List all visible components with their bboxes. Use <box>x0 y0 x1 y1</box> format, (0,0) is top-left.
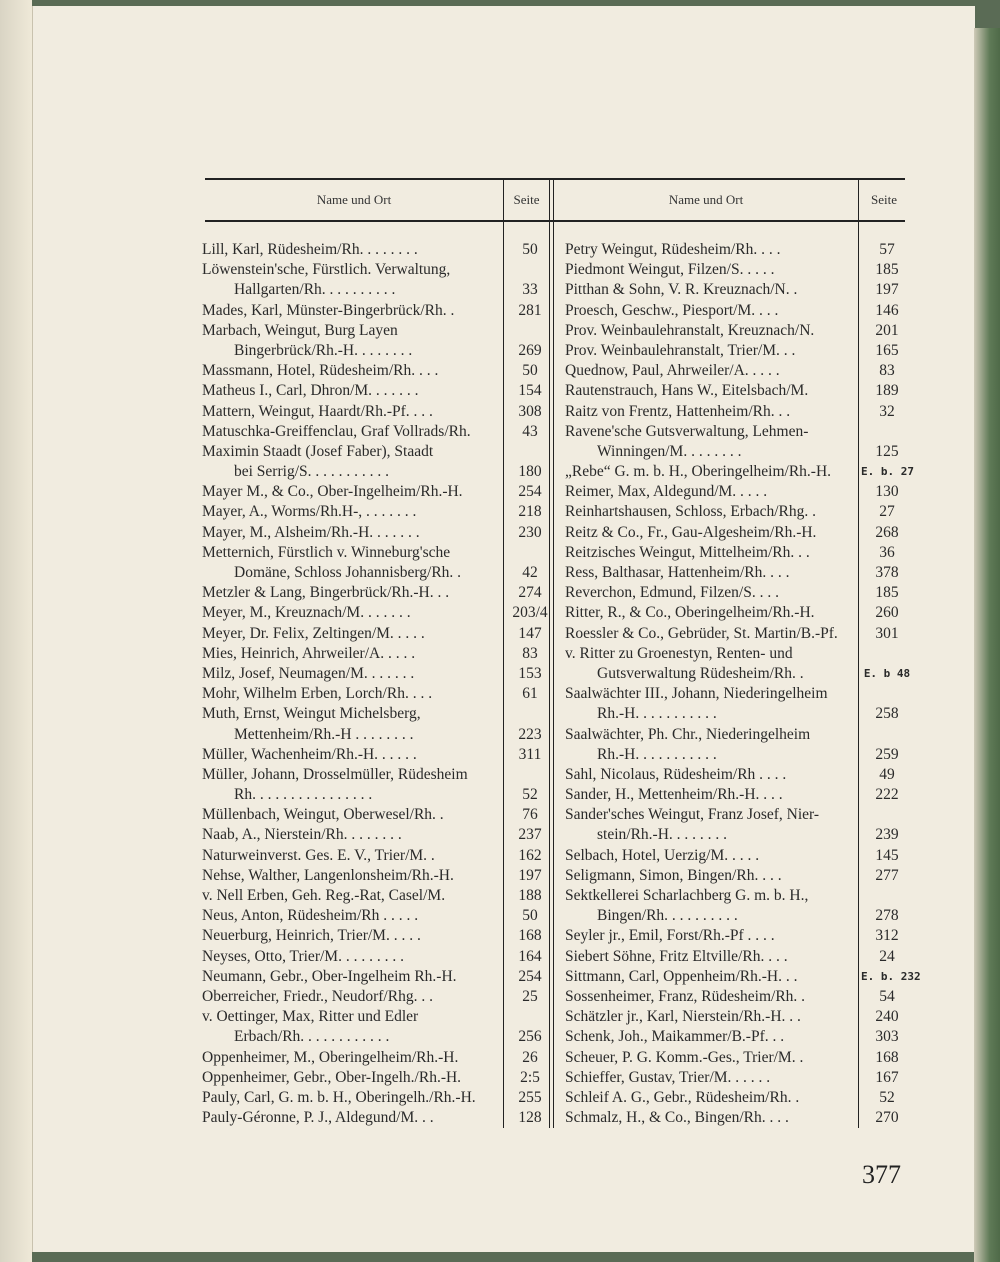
index-entry-row <box>565 967 921 987</box>
entry-page: 168 <box>875 1048 899 1066</box>
entry-page: 378 <box>875 564 899 581</box>
index-entry-row <box>565 725 910 745</box>
entry-name: Maximin Staadt (Josef Faber), Staadt <box>202 442 434 460</box>
entry-name: Erbach/Rh. . . . . . . . . . . . <box>234 1028 390 1046</box>
entry-name: Scheuer, P. G. Komm.-Ges., Trier/M. . <box>565 1048 804 1066</box>
entry-name: Sossenheimer, Franz, Rüdesheim/Rh. . <box>565 987 806 1005</box>
entry-name: v. Ritter zu Groenestyn, Renten- und <box>565 644 793 662</box>
index-entry-row <box>565 381 910 401</box>
index-entry-row <box>565 442 910 462</box>
entry-page: 255 <box>518 1088 542 1106</box>
entry-name: Saalwächter III., Johann, Niederingelheim <box>565 685 828 703</box>
entry-page: 164 <box>518 947 542 965</box>
index-entry-row <box>202 745 552 765</box>
index-entry-row <box>202 866 552 886</box>
index-entry-row <box>565 866 910 886</box>
index-entry-row <box>202 644 552 664</box>
entry-page: 54 <box>879 987 895 1005</box>
entry-name: Milz, Josef, Neumagen/M. . . . . . . <box>202 664 415 682</box>
entry-name: Mattern, Weingut, Haardt/Rh.-Pf. . . . <box>202 402 433 420</box>
index-entry-row <box>565 825 910 845</box>
index-entry-row <box>202 825 552 845</box>
entry-name: Hallgarten/Rh. . . . . . . . . . <box>234 281 396 299</box>
entry-name: Pitthan & Sohn, V. R. Kreuznach/N. . <box>565 281 798 299</box>
entry-name: Quednow, Paul, Ahrweiler/A. . . . . <box>565 362 780 380</box>
index-entry-row <box>565 1048 910 1068</box>
index-entry-row <box>565 321 910 341</box>
index-entry-row <box>565 280 910 300</box>
entry-name: Piedmont Weingut, Filzen/S. . . . . <box>565 261 775 279</box>
entry-page: 130 <box>875 483 899 501</box>
entry-name: Seyler jr., Emil, Forst/Rh.-Pf . . . . <box>565 927 775 945</box>
entry-name: Naab, A., Nierstein/Rh. . . . . . . . <box>202 826 402 844</box>
entry-page: 33 <box>522 281 538 299</box>
entry-name: Rh.-H. . . . . . . . . . . <box>597 745 717 763</box>
index-entry-row <box>565 502 910 522</box>
index-entry-row <box>565 1007 910 1027</box>
entry-name: Bingerbrück/Rh.-H. . . . . . . . <box>234 341 413 359</box>
entry-page: 24 <box>879 947 895 965</box>
entry-name: Prov. Weinbaulehranstalt, Kreuznach/N. <box>565 321 815 339</box>
entry-name: Naturweinverst. Ges. E. V., Trier/M. . <box>202 846 435 864</box>
entry-name: Oppenheimer, Gebr., Ober-Ingelh./Rh.-H. <box>202 1068 462 1086</box>
index-entry-row <box>202 381 552 401</box>
entry-name: Neuerburg, Heinrich, Trier/M. . . . . <box>202 927 421 945</box>
entry-name: Neyses, Otto, Trier/M. . . . . . . . . <box>202 947 404 965</box>
entry-name: Mayer M., & Co., Ober-Ingelheim/Rh.-H. <box>202 483 463 501</box>
entry-name: Neus, Anton, Rüdesheim/Rh . . . . . <box>202 907 419 925</box>
entry-page: 25 <box>522 987 538 1005</box>
entry-page: 254 <box>518 483 542 501</box>
index-entry-row <box>202 260 552 280</box>
index-entry-row <box>565 1108 910 1128</box>
entry-page: 83 <box>522 644 538 662</box>
entry-name: Reinhartshausen, Schloss, Erbach/Rhg. . <box>565 503 816 521</box>
entry-page: 237 <box>518 826 542 844</box>
entry-page: 128 <box>518 1109 542 1127</box>
index-entry-row <box>202 603 552 623</box>
entry-name: Siebert Söhne, Fritz Eltville/Rh. . . . <box>565 947 788 965</box>
entry-page: 50 <box>522 907 538 925</box>
index-entry-row <box>565 422 910 442</box>
entry-page: 203/4 <box>512 604 548 622</box>
entry-name: Mades, Karl, Münster-Bingerbrück/Rh. . <box>202 301 455 319</box>
entry-page: 281 <box>518 301 542 319</box>
index-entry-row <box>202 805 552 825</box>
entry-page: 42 <box>522 564 538 581</box>
entry-name: Pauly-Géronne, P. J., Aldegund/M. . . <box>202 1109 434 1127</box>
entry-name: Schätzler jr., Karl, Nierstein/Rh.-H. . . <box>565 1008 801 1026</box>
entry-page: 145 <box>875 846 899 864</box>
index-entry-row <box>202 280 552 300</box>
index-entry-row <box>565 240 910 260</box>
entry-page: 189 <box>875 382 899 400</box>
entry-page: 201 <box>875 321 899 339</box>
entry-name: Meyer, M., Kreuznach/M. . . . . . . <box>202 604 411 622</box>
index-entry-row <box>202 341 552 361</box>
entry-page: 76 <box>522 806 538 824</box>
page-number: 377 <box>862 1160 901 1189</box>
entry-name: Mayer, M., Alsheim/Rh.-H. . . . . . . <box>202 523 420 541</box>
entry-page: 239 <box>875 826 899 844</box>
header-left-page: Seite <box>513 192 540 207</box>
entry-name: Reverchon, Edmund, Filzen/S. . . . <box>565 584 779 602</box>
entry-name: Muth, Ernst, Weingut Michelsberg, <box>202 705 421 723</box>
entry-page: 311 <box>518 745 542 763</box>
index-entry-row <box>565 1027 910 1047</box>
index-entry-row <box>565 341 910 361</box>
entry-page: 256 <box>518 1028 542 1046</box>
header-left-name: Name und Ort <box>316 192 392 207</box>
entry-name: Raitz von Frentz, Hattenheim/Rh. . . <box>565 402 791 420</box>
entry-name: stein/Rh.-H. . . . . . . . <box>597 826 728 844</box>
entry-name: Roessler & Co., Gebrüder, St. Martin/B.-Pf. <box>565 624 838 642</box>
entry-name: Massmann, Hotel, Rüdesheim/Rh. . . . <box>202 362 439 380</box>
header-bottom-rule <box>205 220 905 222</box>
entry-page: E. b. 27 <box>861 465 914 479</box>
index-entry-row <box>565 301 910 321</box>
index-entry-row <box>202 684 552 704</box>
index-entry-row <box>202 523 552 543</box>
index-entry-row <box>202 987 552 1007</box>
entry-page: 303 <box>875 1028 899 1046</box>
entry-page: 197 <box>875 281 899 299</box>
entry-page: 260 <box>875 604 899 622</box>
entry-name: Schenk, Joh., Maikammer/B.-Pf. . . <box>565 1028 785 1046</box>
index-entry-row <box>565 745 910 765</box>
entry-name: v. Nell Erben, Geh. Reg.-Rat, Casel/M. <box>202 887 446 904</box>
entry-name: v. Oettinger, Max, Ritter und Edler <box>202 1008 419 1026</box>
index-entry-row <box>202 563 552 583</box>
entry-name: Seligmann, Simon, Bingen/Rh. . . . <box>565 866 782 884</box>
entry-name: Rh.-H. . . . . . . . . . . <box>597 705 717 723</box>
entry-page: 274 <box>518 584 542 602</box>
entry-name: Sittmann, Carl, Oppenheim/Rh.-H. . . <box>565 967 798 985</box>
entry-name: Metternich, Fürstlich v. Winneburg'sche <box>202 543 451 561</box>
entry-page: 258 <box>875 705 899 723</box>
entry-name: Domäne, Schloss Johannisberg/Rh. . <box>234 564 462 581</box>
entry-name: Winningen/M. . . . . . . . <box>597 442 742 460</box>
left-index-column <box>202 240 552 1128</box>
index-entry-row <box>565 583 910 603</box>
entry-name: Rh. . . . . . . . . . . . . . . . <box>234 786 373 804</box>
index-entry-row <box>565 805 910 825</box>
index-entry-row <box>202 967 552 987</box>
entry-page: 197 <box>518 866 542 884</box>
index-entry-row <box>202 361 552 381</box>
index-entry-row <box>565 886 910 906</box>
entry-name: Saalwächter, Ph. Chr., Niederingelheim <box>565 725 811 743</box>
entry-name: Meyer, Dr. Felix, Zeltingen/M. . . . . <box>202 624 425 642</box>
entry-page: 230 <box>518 523 542 541</box>
entry-name: Marbach, Weingut, Burg Layen <box>202 321 398 339</box>
index-entry-row <box>202 1108 552 1128</box>
index-entry-row <box>202 462 552 482</box>
index-entry-row <box>565 926 910 946</box>
entry-name: Sahl, Nicolaus, Rüdesheim/Rh . . . . <box>565 765 787 783</box>
entry-name: Schleif A. G., Gebr., Rüdesheim/Rh. . <box>565 1088 800 1106</box>
index-entry-row <box>565 260 910 280</box>
entry-page: 167 <box>875 1068 899 1086</box>
entry-name: Ritter, R., & Co., Oberingelheim/Rh.-H. <box>565 604 815 622</box>
entry-page: 50 <box>522 362 538 380</box>
entry-page: 154 <box>518 382 542 400</box>
entry-page: 254 <box>518 967 542 985</box>
index-entry-row <box>202 1007 552 1027</box>
index-entry-row <box>565 1068 910 1088</box>
entry-name: Mettenheim/Rh.-H . . . . . . . . <box>234 725 414 743</box>
header-right-page: Seite <box>871 192 897 207</box>
entry-name: Lill, Karl, Rüdesheim/Rh. . . . . . . . <box>202 241 418 258</box>
entry-name: Löwenstein'sche, Fürstlich. Verwaltung, <box>202 261 451 279</box>
entry-name: Gutsverwaltung Rüdesheim/Rh. . <box>597 664 804 682</box>
index-entry-row <box>565 785 910 805</box>
entry-page: 301 <box>875 624 899 642</box>
entry-name: Müller, Wachenheim/Rh.-H. . . . . . <box>202 745 417 763</box>
index-entry-row <box>202 240 552 260</box>
entry-name: Sander'sches Weingut, Franz Josef, Nier- <box>565 806 820 824</box>
entry-page: 277 <box>875 866 899 884</box>
entry-name: Oppenheimer, M., Oberingelheim/Rh.-H. <box>202 1048 459 1066</box>
entry-name: Selbach, Hotel, Uerzig/M. . . . . <box>565 846 760 864</box>
entry-page: 185 <box>875 584 899 602</box>
entry-page: E. b 48 <box>863 666 911 680</box>
index-entry-row <box>202 422 552 442</box>
book-edge-right <box>974 28 1000 1262</box>
index-entry-row <box>565 644 910 664</box>
entry-page: 2:5 <box>520 1068 540 1086</box>
entry-page: 168 <box>518 927 542 945</box>
index-entry-row <box>202 664 552 684</box>
index-entry-row <box>202 725 552 745</box>
entry-name: Müllenbach, Weingut, Oberwesel/Rh. . <box>202 806 444 824</box>
entry-name: Rautenstrauch, Hans W., Eitelsbach/M. <box>565 382 809 400</box>
index-entry-row <box>202 402 552 422</box>
index-entry-row <box>202 704 552 724</box>
entry-page: 49 <box>879 765 895 783</box>
entry-page: 223 <box>518 725 542 743</box>
entry-name: Reitz & Co., Fr., Gau-Algesheim/Rh.-H. <box>565 523 817 541</box>
entry-name: Metzler & Lang, Bingerbrück/Rh.-H. . . <box>202 584 450 602</box>
index-entry-row <box>565 846 910 866</box>
entry-name: Nehse, Walther, Langenlonsheim/Rh.-H. <box>202 866 454 884</box>
entry-page: 180 <box>518 463 542 481</box>
index-entry-row <box>202 765 552 785</box>
entry-page: 312 <box>875 927 899 945</box>
entry-name: Mayer, A., Worms/Rh.H-, . . . . . . . <box>202 503 417 521</box>
entry-name: Bingen/Rh. . . . . . . . . . <box>597 907 738 925</box>
index-entry-row <box>202 442 552 462</box>
entry-name: Pauly, Carl, G. m. b. H., Oberingelh./Rh.-H. <box>202 1088 476 1106</box>
entry-page: 153 <box>518 664 542 682</box>
index-entry-row <box>202 502 552 522</box>
entry-page: 240 <box>875 1008 899 1026</box>
index-entry-row <box>202 301 552 321</box>
index-entry-row <box>565 704 910 724</box>
index-entry-row <box>565 563 910 583</box>
index-entry-row <box>202 482 552 502</box>
entry-page: 52 <box>522 786 538 804</box>
entry-name: Matheus I., Carl, Dhron/M. . . . . . . <box>202 382 419 400</box>
entry-page: 188 <box>518 887 542 904</box>
entry-page: 165 <box>875 341 899 359</box>
index-entry-row <box>565 402 910 422</box>
entry-page: 50 <box>522 241 538 258</box>
index-entry-row <box>565 482 910 502</box>
entry-name: Sander, H., Mettenheim/Rh.-H. . . . <box>565 786 783 804</box>
entry-name: Matuschka-Greiffenclau, Graf Vollrads/Rh. <box>202 422 471 440</box>
entry-page: 57 <box>879 241 895 258</box>
entry-page: 27 <box>879 503 895 521</box>
entry-name: Schieffer, Gustav, Trier/M. . . . . . <box>565 1068 771 1086</box>
book-spine-left <box>0 0 32 1262</box>
entry-page: 259 <box>875 745 899 763</box>
index-entry-row <box>202 1027 552 1047</box>
entry-page: 83 <box>879 362 895 380</box>
entry-page: 61 <box>522 685 538 703</box>
index-entry-row <box>202 906 552 926</box>
index-entry-row <box>565 765 910 785</box>
index-entry-row <box>202 583 552 603</box>
entry-name: Mohr, Wilhelm Erben, Lorch/Rh. . . . <box>202 685 433 703</box>
entry-name: Schmalz, H., & Co., Bingen/Rh. . . . <box>565 1109 789 1127</box>
entry-name: Müller, Johann, Drosselmüller, Rüdesheim <box>202 765 468 783</box>
entry-page: 270 <box>875 1109 899 1127</box>
index-entry-row <box>202 1088 552 1108</box>
entry-name: Ravene'sche Gutsverwaltung, Lehmen- <box>565 422 809 440</box>
entry-name: Reimer, Max, Aldegund/M. . . . . <box>565 483 768 501</box>
entry-page: 147 <box>518 624 542 642</box>
entry-page: 146 <box>875 301 899 319</box>
entry-page: 52 <box>879 1088 895 1106</box>
entry-page: 308 <box>518 402 542 420</box>
entry-name: Prov. Weinbaulehranstalt, Trier/M. . . <box>565 341 796 359</box>
entry-page: 32 <box>879 402 895 420</box>
index-entry-row <box>565 361 910 381</box>
entry-page: 185 <box>875 261 899 279</box>
entry-name: „Rebe“ G. m. b. H., Oberingelheim/Rh.-H. <box>565 463 832 481</box>
entry-name: bei Serrig/S. . . . . . . . . . . <box>234 463 389 481</box>
entry-page: E. b. 232 <box>861 969 921 983</box>
entry-page: 278 <box>875 907 899 925</box>
index-entry-row <box>202 947 552 967</box>
index-entry-row <box>202 886 552 906</box>
entry-page: 26 <box>522 1048 538 1066</box>
entry-name: Reitzisches Weingut, Mittelheim/Rh. . . <box>565 543 810 561</box>
index-entry-row <box>202 624 552 644</box>
entry-page: 268 <box>875 523 899 541</box>
index-entry-row <box>565 1088 910 1108</box>
entry-name: Petry Weingut, Rüdesheim/Rh. . . . <box>565 241 781 258</box>
index-entry-row <box>565 603 910 623</box>
right-index-column <box>565 240 921 1128</box>
entry-name: Ress, Balthasar, Hattenheim/Rh. . . . <box>565 564 790 581</box>
entry-page: 162 <box>518 846 542 864</box>
index-entry-row <box>202 321 552 341</box>
index-entry-row <box>202 785 552 805</box>
index-entry-row <box>202 1068 552 1088</box>
index-entry-row <box>565 543 910 563</box>
index-entry-row <box>565 987 910 1007</box>
index-entry-row <box>565 906 910 926</box>
index-entry-row <box>202 926 552 946</box>
index-entry-row <box>565 947 910 967</box>
index-entry-row <box>565 664 910 684</box>
entry-page: 218 <box>518 503 542 521</box>
index-entry-row <box>202 1048 552 1068</box>
entry-page: 36 <box>879 543 895 561</box>
index-entry-row <box>565 624 910 644</box>
index-entry-row <box>565 684 910 704</box>
entry-name: Oberreicher, Friedr., Neudorf/Rhg. . . <box>202 987 433 1005</box>
index-entry-row <box>202 543 552 563</box>
entry-page: 269 <box>518 341 542 359</box>
entry-page: 125 <box>875 442 899 460</box>
entry-name: Sektkellerei Scharlachberg G. m. b. H., <box>565 887 809 904</box>
entry-page: 222 <box>875 786 899 804</box>
index-entry-row <box>565 523 910 543</box>
entry-page: 43 <box>522 422 538 440</box>
index-entry-row <box>565 462 914 482</box>
entry-name: Neumann, Gebr., Ober-Ingelheim Rh.-H. <box>202 967 457 985</box>
header-right-name: Name und Ort <box>668 192 744 207</box>
index-entry-row <box>202 846 552 866</box>
entry-name: Proesch, Geschw., Piesport/M. . . . <box>565 301 779 319</box>
entry-name: Mies, Heinrich, Ahrweiler/A. . . . . <box>202 644 416 662</box>
